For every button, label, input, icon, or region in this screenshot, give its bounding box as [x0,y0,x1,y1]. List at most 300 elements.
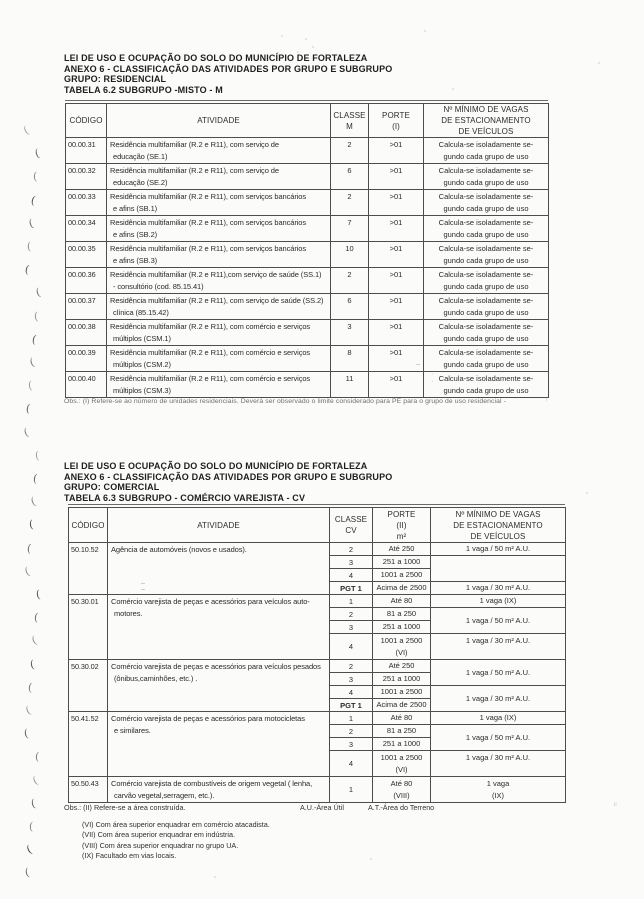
atividade-line: e similares. [114,726,151,735]
vagas-cell [424,320,549,346]
atividade-line: Residência multifamiliar (R.2 e R11), com serviço de [110,140,279,149]
atividade-cell [107,216,331,242]
vagas-line: 1 vaga (IX) [479,713,517,722]
margin-mark: ( [30,773,40,787]
porte-line: Até 250 [388,544,415,553]
margin-mark: ( [23,262,31,277]
atividade-line: Comércio varejista de peças e acessórios para veículos auto- [111,597,310,606]
atividade-line: Residência multifamiliar (R.2 e R11), com comércio e serviços [110,348,311,357]
atividade-line: motores. [114,609,143,618]
table-row [66,320,549,346]
margin-mark: ( [23,866,31,880]
atividade-line: Residência multifamiliar (R.2 e R11), com serviços bancários [110,192,307,201]
porte-cell: >01 [369,216,424,242]
codigo-cell: 00.00.32 [66,164,107,190]
classe-cell: 4 [330,569,373,582]
atividade-line: educação (SE.1) [113,152,168,161]
speckle-dot [281,35,283,37]
atividade-cell [107,294,331,320]
porte-cell [373,686,431,699]
header-line: DE ESTACIONAMENTO [453,520,543,530]
margin-mark: ( [34,750,40,764]
margin-mark: ( [28,819,34,834]
header-line: DE VEÍCULOS [470,531,526,541]
classe-cell: 4 [330,686,373,699]
vagas-cell [424,216,549,242]
codigo-cell: 00.00.40 [66,372,107,398]
table-row [66,346,549,372]
margin-mark: ( [29,796,37,811]
margin-mark: ( [34,286,43,300]
table-row [66,216,549,242]
codigo-cell: 00.00.39 [66,346,107,372]
doc2-title-block [64,461,392,503]
table-row [69,712,566,725]
porte-line: 1001 a 2500 [380,687,423,696]
speckle-dot [424,30,426,32]
margin-mark: ( [27,680,33,694]
atividade-line: - consultório (cod. 85.15.41) [113,282,204,291]
porte-cell [373,582,431,595]
header-line: PORTE [382,110,410,120]
classe-cell: 11 [331,372,369,398]
porte-line: Até 80 [390,713,413,722]
porte-cell [373,725,431,738]
classe-cell: 3 [331,320,369,346]
atividade-line: Residência multifamiliar (R.2 e R11), com comércio e serviços [110,374,311,383]
speckle-dot [586,492,588,494]
speckle-dot [214,876,216,878]
table1-footnote: Obs.: (I) Refere-se ao número de unidades residenciais. Deverá ser observado o limite considerado para PE para o grupo de uso residencial - [64,398,506,405]
vagas-line: gundo cada grupo de uso [443,255,529,265]
porte-cell: >01 [369,164,424,190]
table-row [66,242,549,268]
table1-top-rule [65,100,548,101]
header-line: DE ESTACIONAMENTO [441,116,531,125]
margin-mark: ( [29,634,39,648]
classe-cell: 2 [330,543,373,556]
atividade-line: carvão vegetal,serragem, etc.). [114,791,215,800]
header-line: ATIVIDADE [197,116,240,125]
atividade-line: Residência multifamiliar (R.2 e R11),com serviço de saúde (SS.1) [110,270,322,279]
porte-line: 1001 a 2500 [380,635,423,645]
table-row [66,138,549,164]
header-line: Nº MÍNIMO DE VAGAS [455,509,541,519]
doc-title-line: LEI DE USO E OCUPAÇÃO DO SOLO DO MUNICÍPIO DE FORTALEZA [64,53,368,63]
atividade-line: múltiplos (CSM.2) [113,360,171,369]
classe-cell: 10 [331,242,369,268]
classe-cell: 2 [330,608,373,621]
margin-mark: ( [27,216,36,231]
classe-cell: 1 [330,777,373,803]
vagas-line: Calcula-se isoladamente se- [438,295,534,305]
atividade-line: Residência multifamiliar (R.2 e R11), com comércio e serviços [110,322,311,331]
codigo-cell: 00.00.34 [66,216,107,242]
margin-mark: ( [28,518,35,532]
speckle-dot [452,88,454,90]
vagas-cell [431,608,566,634]
porte-line: Até 80 [390,596,413,605]
classe-cell: 2 [331,138,369,164]
porte-cell [373,660,431,673]
porte-line: 251 a 1000 [382,557,421,566]
classe-cell: 6 [331,294,369,320]
porte-cell [373,777,431,803]
codigo-cell: 00.00.33 [66,190,107,216]
porte-cell [373,543,431,556]
handwritten-mark: ~ [416,362,421,369]
vagas-line: Calcula-se isoladamente se- [438,191,534,201]
speckle-dot [598,62,600,64]
atividade-line: e afins (SB.2) [113,230,158,239]
porte-cell [373,699,431,712]
porte-line: 81 a 250 [386,726,417,735]
footnote-line: (IX) Facultado em vias locais. [82,850,177,860]
margin-mark: ( [28,355,37,370]
porte-cell [373,621,431,634]
margin-mark: ( [22,564,32,579]
doc-title-line: LEI DE USO E OCUPAÇÃO DO SOLO DO MUNICÍPIO DE FORTALEZA [64,461,368,471]
codigo-cell: 50.41.52 [69,712,108,777]
vagas-line: 1 vaga / 50 m² A.U. [465,732,531,742]
vagas-line: Calcula-se isoladamente se- [438,139,534,149]
vagas-cell [424,190,549,216]
codigo-cell: 00.00.38 [66,320,107,346]
footnote-line: (VII) Com área superior enquadrar em indústria. [82,830,236,840]
vagas-line: gundo cada grupo de uso [443,229,529,239]
codigo-cell: 00.00.37 [66,294,107,320]
margin-mark: ( [25,402,32,416]
doc-title-line: TABELA 6.3 SUBGRUPO - COMÉRCIO VAREJISTA - CV [64,492,306,503]
porte-line: 81 a 250 [386,609,417,618]
porte-cell: >01 [369,346,424,372]
margin-mark: ( [32,471,39,486]
table2-top-rule [68,504,565,505]
table2-footnote-main: Obs.: (II) Refere-se a área construída. [64,803,186,812]
page-number-mark: ii [614,802,617,808]
vagas-cell [424,346,549,372]
vagas-cell [431,725,566,751]
atividade-line: e afins (SB.1) [113,204,158,213]
vagas-header [431,508,566,543]
atividade-line: Residência multifamiliar (R.2 e R11), com serviços bancários [110,218,307,227]
vagas-line: Calcula-se isoladamente se- [438,373,534,383]
codigo-header [69,508,108,543]
classe-cell: 4 [330,751,373,777]
classe-cell: 1 [330,712,373,725]
vagas-line: 1 vaga [486,778,510,788]
margin-mark: ( [31,332,38,347]
speckle-dot [133,302,135,304]
porte-header [369,104,424,138]
atividade-line: múltiplos (CSM.1) [113,334,171,343]
margin-mark: ( [33,146,41,161]
vagas-line: 1 vaga / 50 m² A.U. [465,544,531,553]
atividade-line: Residência multifamiliar (R.2 e R11), com serviço de [110,166,279,175]
doc-title-line: ANEXO 6 - CLASSIFICAÇÃO DAS ATIVIDADES POR GRUPO E SUBGRUPO [64,63,393,74]
speckle-dot [312,46,314,48]
classe-cell: 3 [330,738,373,751]
table-6-3-comercio-varejista [68,507,566,803]
speckle-dot [305,38,307,40]
vagas-line: gundo cada grupo de uso [443,359,529,369]
classe-cell: 3 [330,673,373,686]
header-line: Nº MÍNIMO DE VAGAS [443,105,529,114]
header-line: m² [396,531,407,541]
classe-header [330,508,373,543]
header-line: M [346,121,353,131]
vagas-cell [424,268,549,294]
classe-cell: 2 [330,725,373,738]
vagas-cell [424,138,549,164]
vagas-line: Calcula-se isoladamente se- [438,321,534,331]
atividade-cell [108,712,330,777]
atividade-cell [108,777,330,803]
porte-cell: >01 [369,190,424,216]
table-row [66,268,549,294]
vagas-cell [424,164,549,190]
vagas-cell [431,543,566,556]
speckle-dot [370,858,372,860]
vagas-cell [431,777,566,803]
classe-cell: PGT 1 [330,699,373,712]
table2-footnote-at: A.T.-Área do Terreno [368,803,435,812]
table-row [69,543,566,556]
atividade-header [107,104,331,138]
footnote-line: (VI) Com área superior enquadrar em comércio atacadista. [82,820,270,829]
header-line: CÓDIGO [69,116,103,125]
porte-line: 251 a 1000 [382,674,421,683]
vagas-line: gundo cada grupo de uso [443,151,529,161]
atividade-line: (ônibus,caminhões, etc.) . [114,674,198,683]
margin-mark: ( [21,123,32,138]
classe-cell: 7 [331,216,369,242]
page-number-mark: i [546,397,548,403]
margin-mark: ( [23,703,33,718]
vagas-line: 1 vaga (IX) [479,596,517,605]
codigo-cell: 00.00.35 [66,242,107,268]
doc-title-line: GRUPO: COMERCIAL [64,482,160,492]
vagas-cell [424,372,549,398]
table-header-row [69,508,566,543]
atividade-line: e afins (SB.3) [113,256,158,265]
codigo-cell: 50.50.43 [69,777,108,803]
atividade-cell [107,138,331,164]
codigo-cell: 50.30.02 [69,660,108,712]
vagas-line: Calcula-se isoladamente se- [438,217,534,227]
header-line: ATIVIDADE [197,520,240,530]
vagas-line: Calcula-se isoladamente se- [438,243,534,253]
vagas-cell [431,712,566,725]
vagas-cell [424,294,549,320]
classe-header [331,104,369,138]
classe-cell: PGT 1 [330,582,373,595]
vagas-cell [431,582,566,595]
atividade-header [108,508,330,543]
margin-mark: ( [28,494,38,509]
table-row [66,164,549,190]
table-row [66,190,549,216]
header-line: CLASSE [334,515,368,524]
codigo-header [66,104,107,138]
vagas-line: Calcula-se isoladamente se- [438,347,534,357]
header-line: PORTE [387,509,416,519]
vagas-line: 1 vaga / 30 m² A.U. [465,693,531,703]
codigo-cell: 50.10.52 [69,543,108,595]
porte-line: Acima de 2500 [376,700,427,709]
margin-mark: ( [33,309,39,323]
porte-cell [373,751,431,777]
porte-cell [373,673,431,686]
atividade-cell [107,190,331,216]
atividade-line: educação (SE.2) [113,178,168,187]
doc-title-line: GRUPO: RESIDENCIAL [64,74,167,84]
margin-mark: ( [35,587,42,602]
porte-cell: >01 [369,268,424,294]
porte-header [373,508,431,543]
atividade-line: Comércio varejista de combustíveis de origem vegetal ( lenha, [111,779,313,788]
doc-title-line: TABELA 6.2 SUBGRUPO -MISTO - M [64,84,223,95]
classe-cell: 2 [331,268,369,294]
vagas-line: (IX) [491,790,505,800]
classe-cell: 3 [330,621,373,634]
classe-cell: 2 [330,660,373,673]
table-row [69,660,566,673]
porte-cell [373,608,431,621]
classe-cell: 4 [330,634,373,660]
codigo-cell: 00.00.36 [66,268,107,294]
margin-mark: ( [29,657,36,671]
vagas-line: gundo cada grupo de uso [443,385,529,395]
codigo-cell: 50.30.01 [69,595,108,660]
header-line: (II) [396,520,407,530]
porte-cell: >01 [369,372,424,398]
vagas-cell [431,595,566,608]
vagas-line: Calcula-se isoladamente se- [438,269,534,279]
doc1-title-block [64,53,392,95]
porte-cell [373,738,431,751]
porte-line: 1001 a 2500 [380,752,423,762]
atividade-cell [107,372,331,398]
doc-title-line: ANEXO 6 - CLASSIFICAÇÃO DAS ATIVIDADES POR GRUPO E SUBGRUPO [64,471,393,482]
atividade-line: clínica (85.15.42) [113,308,169,317]
vagas-line: gundo cada grupo de uso [443,177,529,187]
atividade-line: Residência multifamiliar (R.2 e R11), com serviços bancários [110,244,307,253]
table2-footnote-list [82,820,270,861]
atividade-line: múltiplos (CSM.3) [113,386,171,395]
table-6-2-misto [65,103,549,398]
margin-mark: ( [22,726,30,741]
porte-line: 251 a 1000 [382,739,421,748]
porte-line: (VI) [395,764,408,774]
footnote-line: (VIII) Com área superior enquadrar no grupo UA. [82,840,239,850]
table-header-row [66,104,549,138]
porte-line: Até 250 [388,661,415,670]
atividade-cell [107,320,331,346]
classe-cell: 3 [330,556,373,569]
atividade-line: Agência de automóveis (novos e usados). [111,545,247,554]
porte-cell: >01 [369,242,424,268]
margin-mark: ( [22,425,31,439]
margin-mark: ( [27,379,33,393]
header-line: CV [345,526,357,535]
table-row [66,372,549,398]
porte-cell: >01 [369,294,424,320]
atividade-line: Comércio varejista de peças e acessórios para motocicletas [111,714,305,723]
table-row [69,777,566,803]
atividade-cell [108,660,330,712]
atividade-cell [107,242,331,268]
header-line: DE VEÍCULOS [458,127,514,136]
atividade-line: Comércio varejista de peças e acessórios para veículos pesados [111,662,321,671]
atividade-cell [107,346,331,372]
atividade-cell [108,595,330,660]
margin-mark: ( [29,193,37,207]
vagas-line: 1 vaga / 50 m² A.U. [465,615,531,625]
porte-cell [373,595,431,608]
vagas-cell [431,686,566,712]
porte-cell [373,634,431,660]
table2-footnote-au: A.U.-Área Útil [300,803,344,812]
porte-line: 251 a 1000 [382,622,421,631]
atividade-cell [107,164,331,190]
porte-line: 1001 a 2500 [380,570,423,579]
table-row [69,595,566,608]
vagas-line: 1 vaga / 30 m² A.U. [465,753,531,762]
vagas-cell [431,634,566,660]
porte-cell: >01 [369,138,424,164]
header-line: (I) [392,121,400,131]
vagas-line: 1 vaga / 30 m² A.U. [465,636,531,645]
porte-line: Até 80 [390,778,413,788]
margin-mark: ( [24,842,34,857]
margin-mark: ( [33,611,39,625]
vagas-cell [424,242,549,268]
porte-cell [373,569,431,582]
atividade-line: Residência multifamiliar (R.2 e R11), com serviço de saúde (SS.2) [110,296,324,305]
vagas-line: 1 vaga / 50 m² A.U. [465,667,531,677]
porte-line: (VI) [395,647,408,657]
porte-line: (VIII) [393,790,410,800]
margin-mark: ( [34,448,40,462]
porte-cell [373,712,431,725]
vagas-cell [431,556,566,582]
vagas-line: Calcula-se isoladamente se- [438,165,534,175]
handwritten-mark: – ~ [141,580,146,594]
vagas-line: gundo cada grupo de uso [443,307,529,317]
margin-mark: ( [32,170,38,184]
vagas-cell [431,660,566,686]
porte-cell [373,556,431,569]
header-line: CLASSE [333,110,366,120]
speckle-dot [297,51,299,53]
classe-cell: 1 [330,595,373,608]
table-row [66,294,549,320]
classe-cell: 2 [331,190,369,216]
margin-mark: ( [26,239,32,254]
vagas-line: gundo cada grupo de uso [443,281,529,291]
vagas-cell [431,751,566,777]
vagas-header [424,104,549,138]
codigo-cell: 00.00.31 [66,138,107,164]
margin-mark: ( [26,541,32,555]
handwritten-mark: · · [431,371,434,385]
header-line: CÓDIGO [71,520,105,530]
classe-cell: 8 [331,346,369,372]
atividade-cell [107,268,331,294]
vagas-line: gundo cada grupo de uso [443,203,529,213]
porte-line: Acima de 2500 [376,583,427,592]
